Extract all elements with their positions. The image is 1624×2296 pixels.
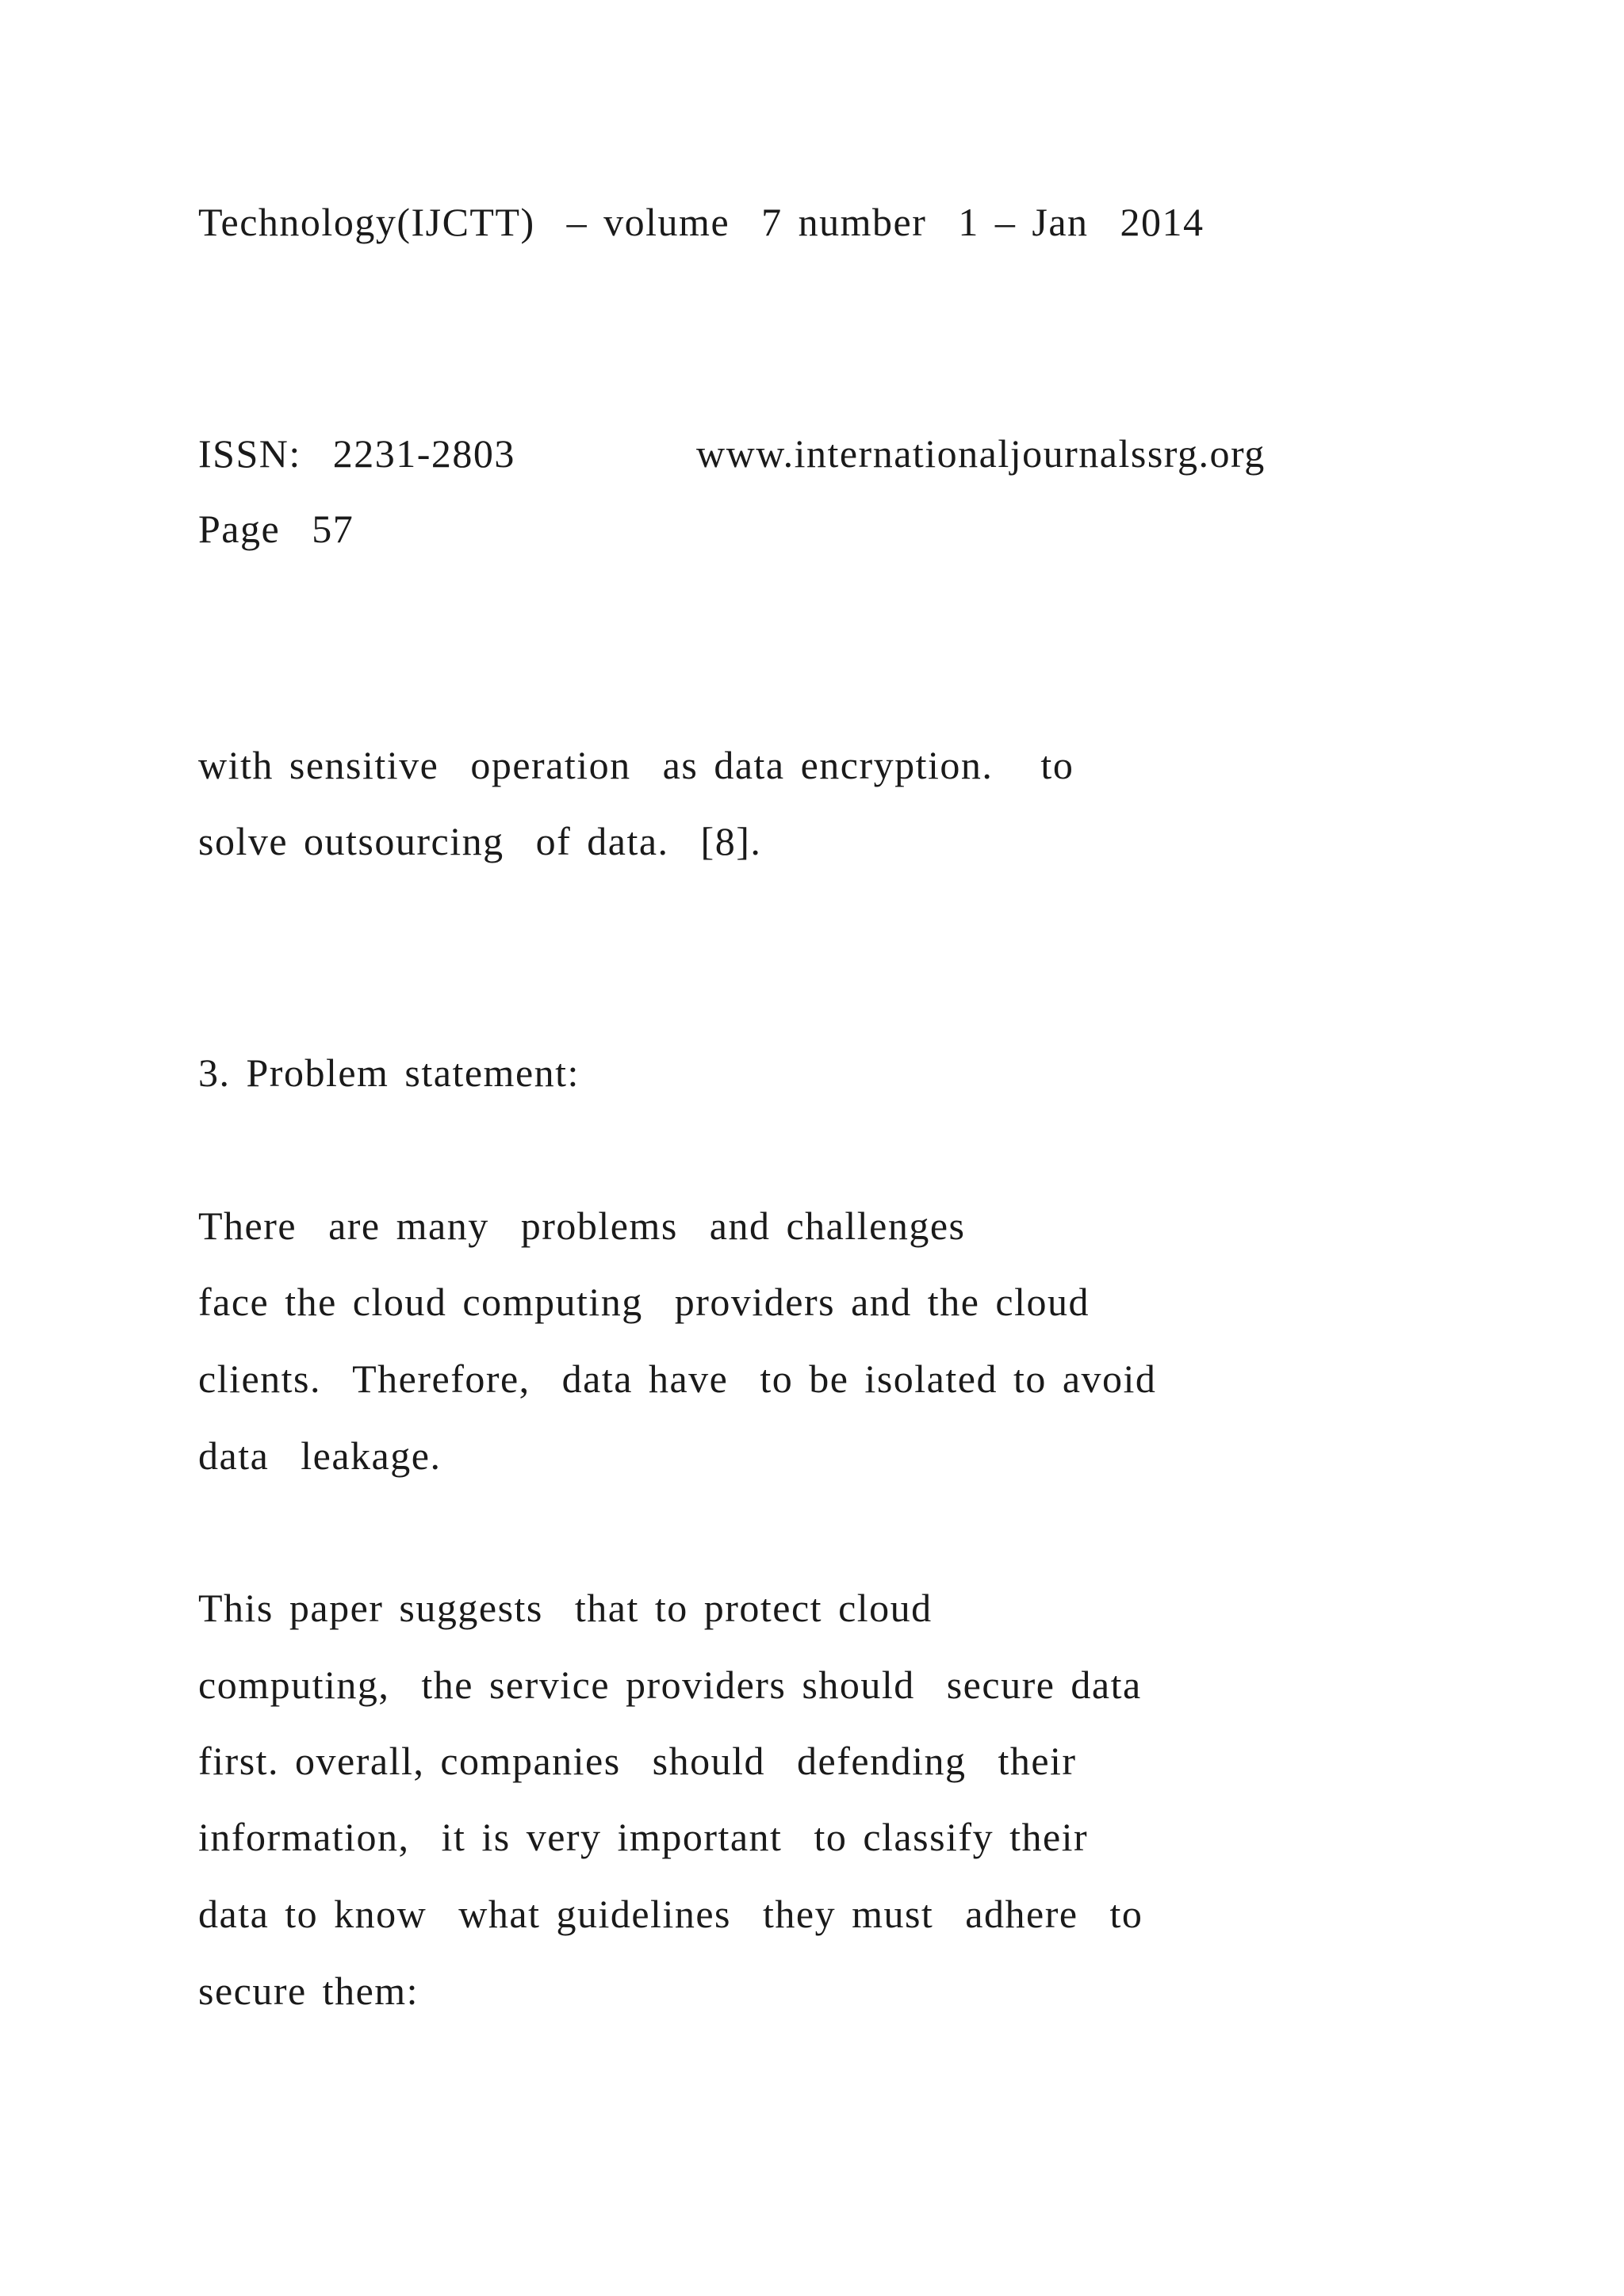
paragraph2-line-4: information, it is very important to classify their	[198, 1815, 1089, 1859]
section-heading: 3. Problem statement:	[198, 1050, 580, 1095]
website: www.internationaljournalssrg.org	[696, 431, 1266, 476]
issn: ISSN: 2231-2803	[198, 431, 515, 476]
paragraph2-line-1: This paper suggests that to protect cloud	[198, 1586, 933, 1630]
paragraph2-line-5: data to know what guidelines they must adhere to	[198, 1892, 1143, 1936]
intro-line-2: solve outsourcing of data. [8].	[198, 819, 762, 863]
paragraph1-line-2: face the cloud computing providers and the cloud	[198, 1280, 1090, 1324]
journal-line: Technology(IJCTT) – volume 7 number 1 – Jan 2014	[198, 200, 1205, 244]
paragraph1-line-4: data leakage.	[198, 1433, 442, 1478]
intro-line-1: with sensitive operation as data encryption. to	[198, 743, 1074, 787]
page-number: Page 57	[198, 507, 354, 551]
paragraph1-line-1: There are many problems and challenges	[198, 1203, 966, 1248]
paragraph1-line-3: clients. Therefore, data have to be isolated to avoid	[198, 1357, 1157, 1401]
paragraph2-line-6: secure them:	[198, 1969, 419, 2013]
paragraph2-line-2: computing, the service providers should secure data	[198, 1663, 1142, 1707]
paragraph2-line-3: first. overall, companies should defending their	[198, 1739, 1077, 1783]
